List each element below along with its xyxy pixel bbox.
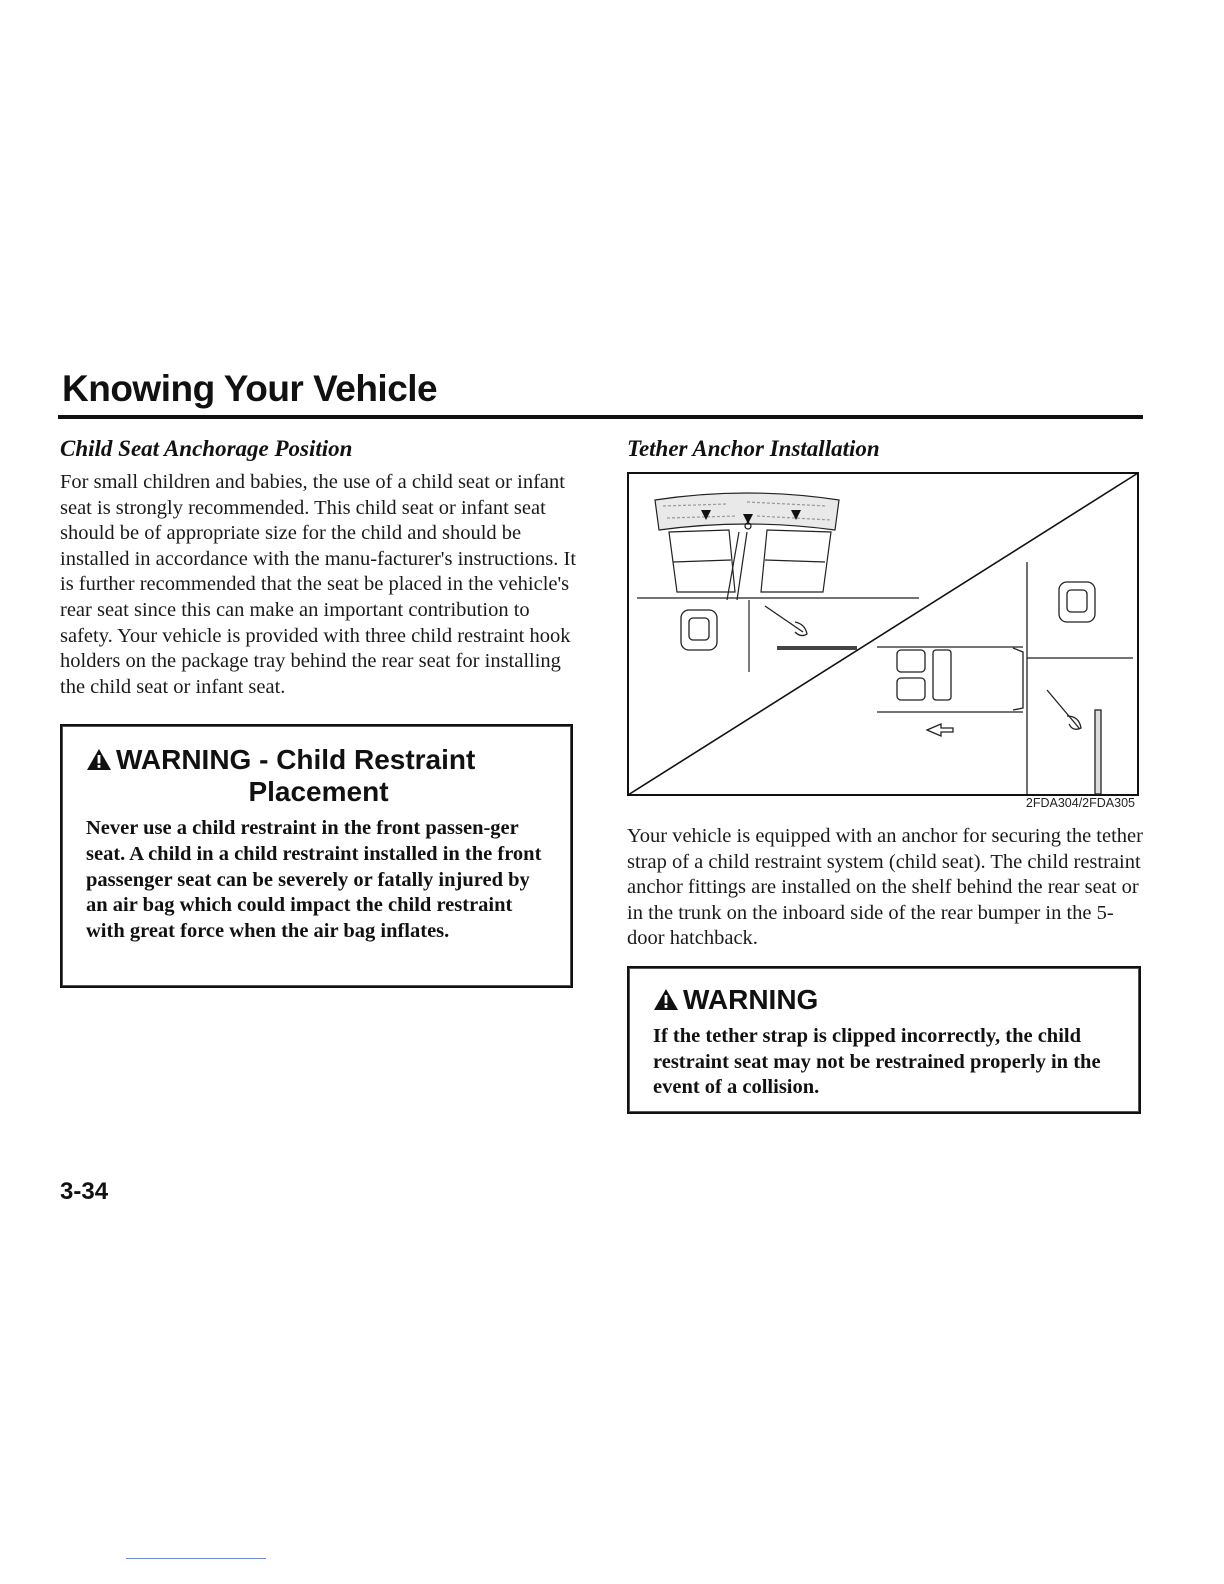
child-seat-icon-left xyxy=(681,610,717,650)
header-rule xyxy=(58,415,1143,419)
package-tray-drawing xyxy=(637,493,919,672)
child-restraint-warning-text: Never use a child restraint in the front passen-ger seat. A child in a child restraint installed in the front passenger seat can be severely or fatally injured by an air bag which could impact the child restraint with great force when the air bag inflates. xyxy=(86,817,542,942)
page-number: 3-34 xyxy=(60,1178,109,1205)
warning-triangle-icon xyxy=(653,988,679,1011)
tether-anchor-heading: Tether Anchor Installation xyxy=(627,436,880,461)
child-seat-anchorage-paragraph: For small children and babies, the use of a child seat or infant seat is strongly recommended. This child seat or infant seat should be of appropriate size for the child and should be installed in accordance with the manu-facturer's instructions. It is further recommended that the seat be placed in the vehicle's rear seat since this can make an important contribution to safety. Your vehicle is provided with three child restraint hook holders on the package tray behind the rear seat for installing the child seat or infant seat. xyxy=(60,471,577,698)
section-title: Knowing Your Vehicle xyxy=(62,368,438,409)
figure-caption: 2FDA304/2FDA305 xyxy=(1025,796,1135,810)
warning-title-line1 xyxy=(86,744,551,776)
tether-anchor-diagram xyxy=(627,472,1139,808)
warning-title-text: WARNING - Child Restraint xyxy=(116,744,476,776)
child-seat-icon-right xyxy=(1059,582,1095,622)
tether-warning-text: If the tether strap is clipped incorrectly, the child restraint seat may not be restrained properly in the event of a collision. xyxy=(653,1024,1101,1099)
tether-warning-title xyxy=(653,984,1119,1016)
child-restraint-warning-box xyxy=(60,724,573,988)
tether-hook-tray xyxy=(765,606,857,648)
tether-warning-box xyxy=(627,966,1141,1114)
tether-hook-bumper xyxy=(1047,690,1101,794)
warning-title-line2: Placement xyxy=(248,776,389,808)
tether-anchor-illustration xyxy=(627,472,1139,808)
warning-triangle-icon xyxy=(86,748,112,771)
tether-warning-title-text: WARNING xyxy=(683,983,819,1015)
tether-anchor-paragraph: Your vehicle is equipped with an anchor for securing the tether strap of a child restraint system (child seat). The child restraint anchor fittings are installed on the shelf behind the rear seat or in the trunk on the inboard side of the rear bumper in the 5-door hatchback. xyxy=(627,825,1143,950)
right-column xyxy=(627,436,1143,1114)
child-seat-anchorage-heading: Child Seat Anchorage Position xyxy=(60,436,353,461)
left-column xyxy=(60,436,580,988)
bottom-link-underline xyxy=(126,1558,266,1559)
